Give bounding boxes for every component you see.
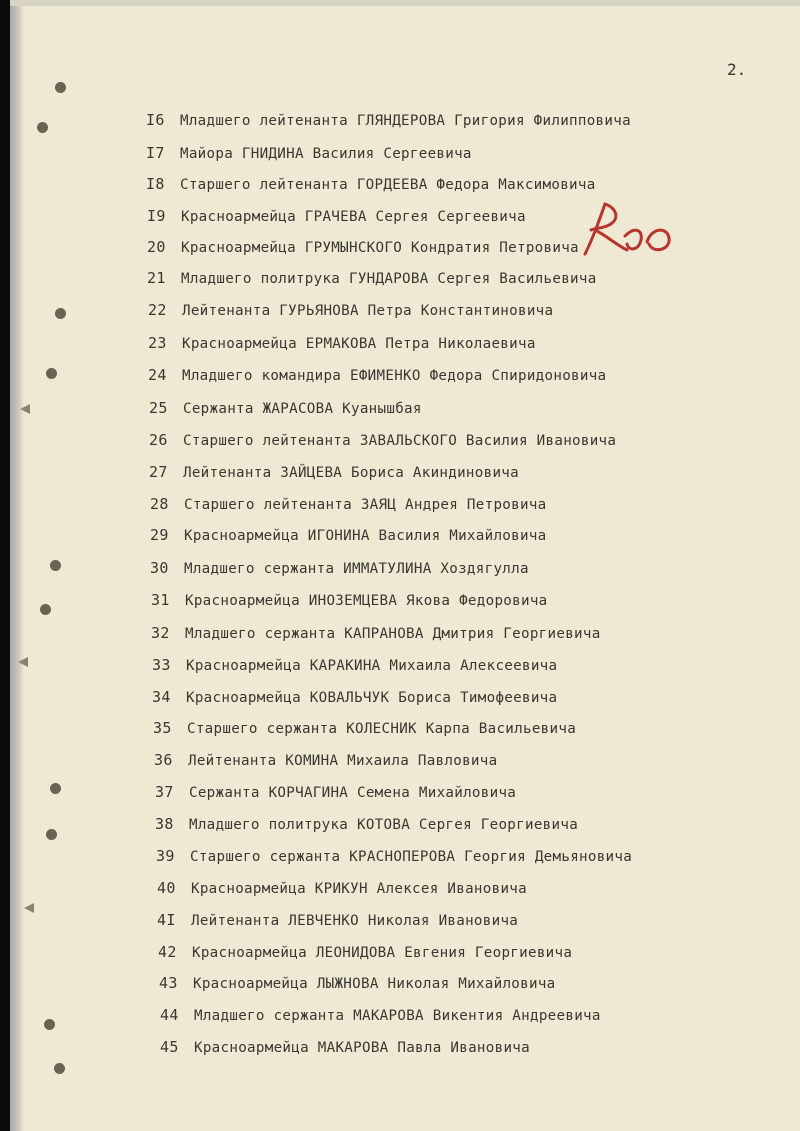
handwritten-mark (555, 196, 685, 266)
entry-number: 36 (154, 751, 173, 769)
entry-text: Красноармейца ЕРМАКОВА Петра Николаевича (182, 336, 536, 352)
entry-text: Младшего сержанта КАПРАНОВА Дмитрия Георгиевича (185, 626, 601, 642)
entry-number: I8 (146, 175, 165, 193)
entry-text: Младшего сержанта ИММАТУЛИНА Хоздягулла (184, 561, 529, 577)
list-item (155, 812, 578, 836)
list-item (160, 1003, 601, 1027)
entry-number: 40 (157, 879, 176, 897)
entry-number: I9 (147, 207, 166, 225)
list-item (160, 1035, 530, 1059)
binder-hole (50, 560, 61, 571)
entry-number: 43 (159, 974, 178, 992)
entry-text: Младшего политрука КОТОВА Сергея Георгиевича (189, 817, 579, 833)
list-item (152, 685, 557, 709)
entry-number: 4I (157, 911, 176, 929)
document-page (10, 0, 800, 1131)
entry-text: Сержанта ЖАРАСОВА Куанышбая (183, 401, 422, 417)
entry-number: 37 (155, 783, 174, 801)
list-item (152, 653, 557, 677)
entry-text: Красноармейца КАРАКИНА Михаила Алексеевича (186, 658, 558, 674)
binder-hole (54, 1063, 65, 1074)
binder-hole (55, 82, 66, 93)
entry-text: Старшего лейтенанта ЗАВАЛЬСКОГО Василия Ивановича (183, 433, 617, 449)
entry-text: Старшего сержанта КРАСНОПЕРОВА Георгия Демьяновича (190, 849, 633, 865)
list-item (156, 844, 632, 868)
list-item (157, 876, 527, 900)
list-item (150, 492, 547, 516)
entry-number: 33 (152, 656, 171, 674)
list-item (149, 428, 616, 452)
entry-number: 31 (151, 591, 170, 609)
entry-text: Красноармейца ЛЕОНИДОВА Евгения Георгиевича (192, 945, 573, 961)
list-item (148, 298, 553, 322)
list-item (148, 331, 536, 355)
list-item (159, 971, 556, 995)
list-item (158, 940, 572, 964)
entry-text: Старшего сержанта КОЛЕСНИК Карпа Васильевича (187, 721, 577, 737)
entry-number: 42 (158, 943, 177, 961)
page-edge-top (10, 0, 800, 6)
binder-hole (55, 308, 66, 319)
entry-text: Сержанта КОРЧАГИНА Семена Михайловича (189, 785, 517, 801)
entry-number: 34 (152, 688, 171, 706)
entry-text: Старшего лейтенанта ГОРДЕЕВА Федора Максимовича (180, 177, 596, 193)
list-item (155, 780, 516, 804)
entry-number: 39 (156, 847, 175, 865)
binder-hole (40, 604, 51, 615)
entry-text: Лейтенанта ЛЕВЧЕНКО Николая Ивановича (191, 913, 519, 929)
binder-hole (46, 829, 57, 840)
entry-number: 22 (148, 301, 167, 319)
entry-number: 21 (147, 269, 166, 287)
entry-number: 45 (160, 1038, 179, 1056)
list-item (146, 108, 631, 132)
page-number: 2. (727, 60, 747, 79)
entry-number: 32 (151, 624, 170, 642)
list-item (154, 748, 497, 772)
page-edge (10, 0, 24, 1131)
binder-hole (44, 1019, 55, 1030)
entry-text: Лейтенанта ГУРЬЯНОВА Петра Константиновича (182, 303, 554, 319)
entry-text: Лейтенанта ЗАЙЦЕВА Бориса Акиндиновича (183, 465, 519, 481)
list-item (153, 716, 576, 740)
entry-number: 26 (149, 431, 168, 449)
binder-hole (37, 122, 48, 133)
entry-number: 38 (155, 815, 174, 833)
entry-number: 23 (148, 334, 167, 352)
entry-text: Младшего политрука ГУНДАРОВА Сергея Васильевича (181, 271, 597, 287)
entry-text: Майора ГНИДИНА Василия Сергеевича (180, 146, 472, 162)
entry-text: Красноармейца МАКАРОВА Павла Ивановича (194, 1040, 530, 1056)
list-item (151, 621, 601, 645)
list-item (146, 172, 596, 196)
entry-text: Красноармейца ИНОЗЕМЦЕВА Якова Федоровича (185, 593, 548, 609)
entry-number: 35 (153, 719, 172, 737)
entry-text: Младшего лейтенанта ГЛЯНДЕРОВА Григория Филипповича (180, 113, 631, 129)
entry-number: 25 (149, 399, 168, 417)
entry-number: 20 (147, 238, 166, 256)
entry-text: Лейтенанта КОМИНА Михаила Павловича (188, 753, 498, 769)
list-item (148, 363, 606, 387)
list-item (147, 204, 526, 228)
list-item (150, 556, 529, 580)
list-item (147, 266, 597, 290)
entry-text: Младшего сержанта МАКАРОВА Викентия Андреевича (194, 1008, 601, 1024)
list-item (157, 908, 518, 932)
entry-number: 28 (150, 495, 169, 513)
entry-number: 24 (148, 366, 167, 384)
entry-text: Красноармейца ГРАЧЕВА Сергея Сергеевича (181, 209, 526, 225)
entry-number: 27 (149, 463, 168, 481)
list-item (149, 396, 422, 420)
entry-text: Красноармейца ИГОНИНА Василия Михайловича (184, 528, 547, 544)
entry-number: 30 (150, 559, 169, 577)
entry-text: Старшего лейтенанта ЗАЯЦ Андрея Петровича (184, 497, 547, 513)
binder-hole (50, 783, 61, 794)
binder-notch (18, 657, 28, 667)
entry-number: I6 (146, 111, 165, 129)
binder-notch (20, 404, 30, 414)
entry-number: 44 (160, 1006, 179, 1024)
binder-notch (24, 903, 34, 913)
entry-text: Красноармейца ГРУМЫНСКОГО Кондратия Петровича (181, 240, 579, 256)
entry-text: Красноармейца КРИКУН Алексея Ивановича (191, 881, 527, 897)
list-item (149, 460, 519, 484)
list-item (151, 588, 548, 612)
list-item (146, 141, 472, 165)
entry-text: Младшего командира ЕФИМЕНКО Федора Спиридоновича (182, 368, 607, 384)
entry-number: 29 (150, 526, 169, 544)
entry-text: Красноармейца ЛЫЖНОВА Николая Михайловича (193, 976, 556, 992)
entry-text: Красноармейца КОВАЛЬЧУК Бориса Тимофеевича (186, 690, 558, 706)
list-item (147, 235, 579, 259)
list-item (150, 523, 547, 547)
binder-hole (46, 368, 57, 379)
entry-number: I7 (146, 144, 165, 162)
